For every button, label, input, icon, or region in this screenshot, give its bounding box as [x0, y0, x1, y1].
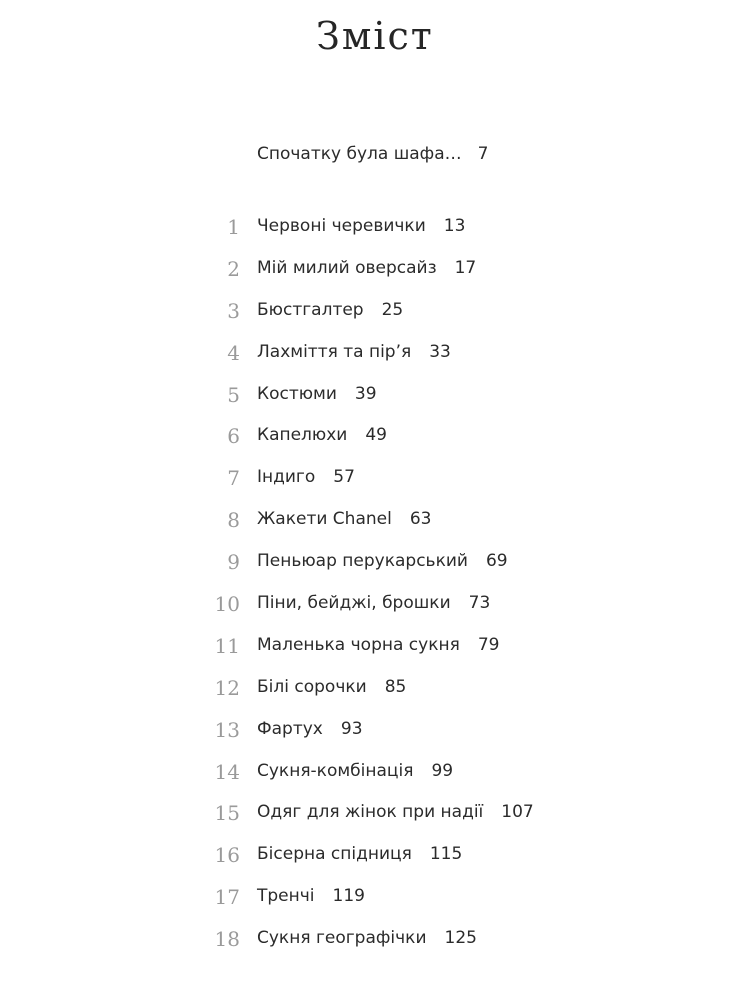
toc-entry	[0, 627, 750, 669]
toc-entry-label: Спочатку була шафа…	[257, 144, 462, 164]
toc-entry	[0, 208, 750, 250]
toc-entry	[0, 920, 750, 962]
chapter-number: 1	[227, 215, 240, 239]
toc-entry-page-number: 93	[340, 718, 363, 739]
chapter-number: 18	[214, 927, 240, 952]
toc-entry	[0, 794, 750, 836]
toc-entry-label: Одяг для жінок при надії	[257, 802, 484, 823]
chapter-number: 13	[214, 717, 240, 742]
toc-entry	[0, 836, 750, 878]
toc-entry-page-number: 39	[354, 383, 377, 404]
toc-entry-label: Мій милий оверсайз	[257, 257, 437, 278]
toc-entry-page-number: 57	[333, 467, 355, 488]
chapter-number: 5	[227, 382, 240, 407]
page-title: Зміст	[316, 14, 434, 58]
toc-entry	[0, 585, 750, 627]
toc-entry-page-number: 73	[468, 593, 491, 614]
chapter-number: 9	[227, 550, 240, 575]
chapter-number: 15	[214, 801, 240, 826]
chapter-number: 6	[227, 424, 240, 449]
toc-intro-entry	[257, 144, 488, 164]
toc-entry-page-number: 125	[444, 928, 477, 949]
toc-entry-label: Тренчі	[257, 886, 315, 907]
toc-entry-page-number: 33	[429, 341, 451, 362]
toc-entry	[0, 543, 750, 585]
toc-entry-page-number: 85	[384, 676, 407, 697]
toc-entry-label: Капелюхи	[257, 425, 348, 446]
toc-entry	[0, 669, 750, 711]
toc-entry-label: Фартух	[257, 718, 323, 739]
chapter-number: 10	[214, 592, 240, 617]
toc-entry	[0, 753, 750, 795]
chapter-number: 4	[227, 340, 240, 365]
chapter-number: 11	[214, 633, 240, 658]
chapter-number: 7	[227, 466, 240, 491]
toc-entry-label: Індиго	[257, 467, 316, 488]
toc-entry-page-number: 69	[485, 551, 508, 572]
toc-entry-page-number: 115	[429, 844, 463, 865]
toc-entry-page-number: 25	[381, 299, 404, 320]
chapter-number: 2	[227, 256, 240, 281]
toc-entry-page-number: 63	[409, 509, 432, 530]
toc-entry	[0, 501, 750, 543]
chapter-number: 8	[227, 508, 240, 533]
toc-entry-label: Костюми	[257, 383, 337, 404]
chapter-number: 16	[214, 843, 240, 868]
chapter-number: 12	[214, 675, 240, 700]
toc-entry-label: Піни, бейджі, брошки	[257, 593, 451, 614]
toc-entry-page-number: 13	[443, 216, 466, 236]
toc-entry-label: Бюстгалтер	[257, 299, 364, 320]
toc-entry-label: Сукня-комбінація	[257, 760, 414, 781]
toc-entry-label: Сукня географічки	[257, 928, 427, 949]
toc-entry-page-number: 17	[454, 257, 477, 278]
toc-entry-page-number: 79	[477, 634, 500, 655]
toc-entry-label: Маленька чорна сукня	[257, 634, 460, 655]
toc-entry-label: Бісерна спідниця	[257, 844, 412, 865]
toc-entry	[0, 417, 750, 459]
toc-entry	[0, 292, 750, 334]
toc-entry-label: Жакети Chanel	[257, 509, 392, 530]
toc-entry-label: Пеньюар перукарський	[257, 551, 468, 572]
toc-entry-page-number: 49	[365, 425, 387, 446]
toc-entry-page-number: 119	[332, 886, 365, 907]
toc-entry	[0, 711, 750, 753]
toc-entry	[0, 459, 750, 501]
chapter-number: 3	[227, 298, 240, 323]
toc-entry	[0, 376, 750, 418]
chapter-number: 14	[214, 759, 240, 784]
toc-entry-label: Лахміття та пір’я	[257, 341, 412, 362]
toc-entry-page-number: 107	[501, 802, 534, 823]
toc-entry	[0, 334, 750, 376]
toc-entry-label: Червоні черевички	[257, 216, 426, 236]
toc-entry	[0, 878, 750, 920]
toc-entry-page-number: 99	[431, 760, 454, 781]
toc-entry-label: Білі сорочки	[257, 676, 367, 697]
toc-list	[0, 208, 750, 962]
toc-entry	[0, 250, 750, 292]
chapter-number: 17	[214, 885, 240, 910]
toc-entry-page-number: 7	[477, 144, 489, 164]
